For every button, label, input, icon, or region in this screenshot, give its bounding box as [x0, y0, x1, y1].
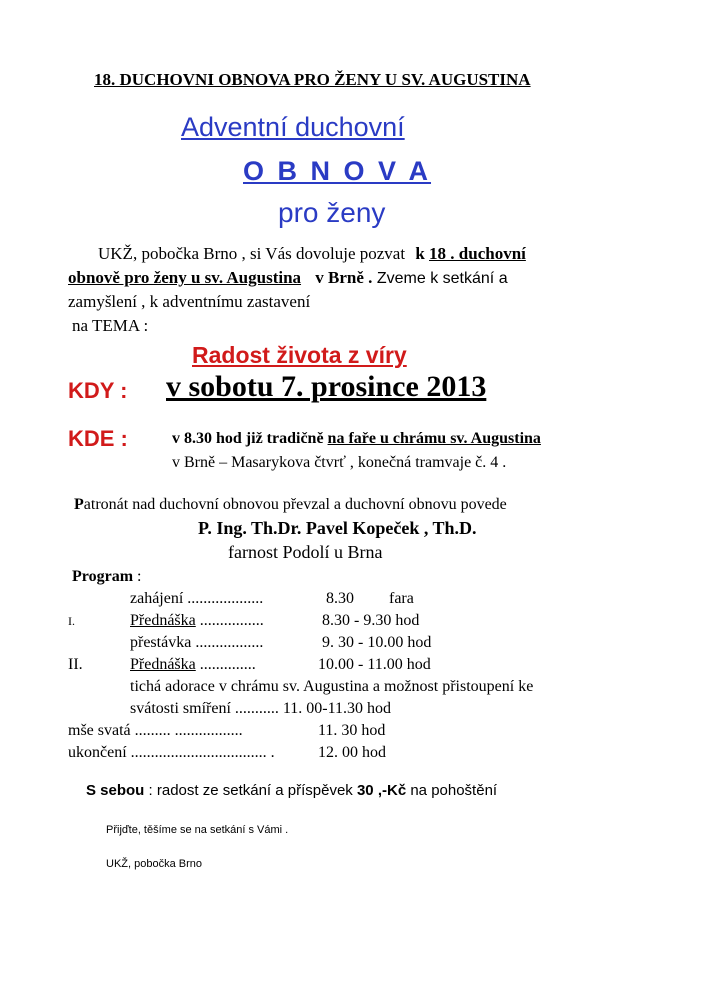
headline-line1: Adventní duchovní — [181, 112, 405, 142]
headline-obnova: O B N O V A — [243, 156, 432, 186]
program-row — [130, 612, 264, 630]
priest-name: P. Ing. Th.Dr. Pavel Kopeček , Th.D. — [198, 518, 477, 538]
program-row-note: fara — [389, 590, 414, 607]
where-place: na faře u chrámu sv. Augustina — [327, 430, 541, 447]
theme-title: Radost života z víry — [192, 342, 407, 368]
program-row-label: zahájení — [130, 590, 184, 607]
program-row-dots: ................... — [183, 590, 264, 607]
program-row-roman: II. — [68, 656, 83, 673]
mass-time: 11. 30 hod — [318, 722, 386, 739]
bring-text-end: na pohoštění — [406, 782, 498, 799]
intro-line1-k: k — [415, 244, 425, 263]
mass-label: mše svatá ......... ................. — [68, 722, 243, 739]
program-row-time: 8.30 - 9.30 hod — [322, 612, 420, 629]
patronage-text: atronát nad duchovní obnovou převzal a duchovní obnovu povede — [83, 496, 507, 513]
intro-line2-brne: v Brně . — [315, 268, 373, 287]
patronage-first-letter: P — [74, 496, 84, 513]
where-time: v 8.30 hod již tradičně — [172, 430, 328, 447]
program-row-dots: ................. — [191, 634, 264, 651]
headline-line3: pro ženy — [278, 197, 386, 228]
intro-line1 — [98, 244, 526, 264]
intro-line1-text: UKŽ, pobočka Brno , si Vás dovoluje pozvat — [98, 244, 410, 263]
program-row-dots: ................ — [195, 612, 264, 629]
program-row-time: 8.30 — [326, 590, 354, 607]
program-row-time: 10.00 - 11.00 hod — [318, 656, 431, 673]
bring-line — [86, 782, 497, 799]
intro-line1-number: 18 . duchovní — [429, 244, 526, 263]
intro-line3: zamyšlení , k adventnímu zastavení — [68, 292, 311, 311]
intro-line2 — [68, 268, 508, 288]
where-label: KDE : — [68, 426, 128, 451]
closing-signature: UKŽ, pobočka Brno — [106, 858, 202, 870]
program-row-roman: I. — [68, 614, 75, 628]
program-row-dots: .............. — [195, 656, 256, 673]
bring-label: S sebou — [86, 782, 145, 799]
closing-invite: Přijďte, těšíme se na setkání s Vámi . — [106, 824, 289, 836]
when-label: KDY : — [68, 378, 128, 403]
where-line1 — [172, 430, 541, 448]
bring-text: : radost ze setkání a příspěvek — [144, 782, 357, 799]
adoration-line2: svátosti smíření ........... 11. 00-11.30 hod — [130, 700, 392, 717]
adoration-line1: tichá adorace v chrámu sv. Augustina a možnost přistoupení ke — [130, 678, 534, 695]
when-value: v sobotu 7. prosince 2013 — [166, 370, 487, 403]
intro-line2-zveme: Zveme k setkání a — [372, 270, 508, 287]
program-row-label: Přednáška — [130, 656, 196, 673]
intro-line4: na TEMA : — [72, 316, 149, 335]
where-line2: v Brně – Masarykova čtvrť , konečná tramvaje č. 4 . — [172, 454, 507, 471]
page-header: 18. DUCHOVNI OBNOVA PRO ŽENY U SV. AUGUSTINA — [94, 70, 531, 89]
program-row — [130, 634, 263, 652]
bring-amount: 30 ,-Kč — [356, 782, 407, 799]
program-heading — [72, 568, 141, 586]
program-row-label: přestávka — [130, 634, 192, 651]
parish-name: farnost Podolí u Brna — [228, 542, 383, 562]
program-row-time: 9. 30 - 10.00 hod — [322, 634, 432, 651]
program-row — [130, 656, 256, 674]
program-row-label: Přednáška — [130, 612, 196, 629]
patronage-line — [74, 496, 507, 514]
program-row — [130, 590, 263, 608]
end-label: ukončení .................................. . — [68, 744, 275, 761]
program-heading-label: Program — [72, 568, 134, 585]
intro-line2-augustina: obnově pro ženy u sv. Augustina — [68, 268, 302, 287]
end-time: 12. 00 hod — [318, 744, 386, 761]
program-heading-colon: : — [133, 568, 142, 585]
